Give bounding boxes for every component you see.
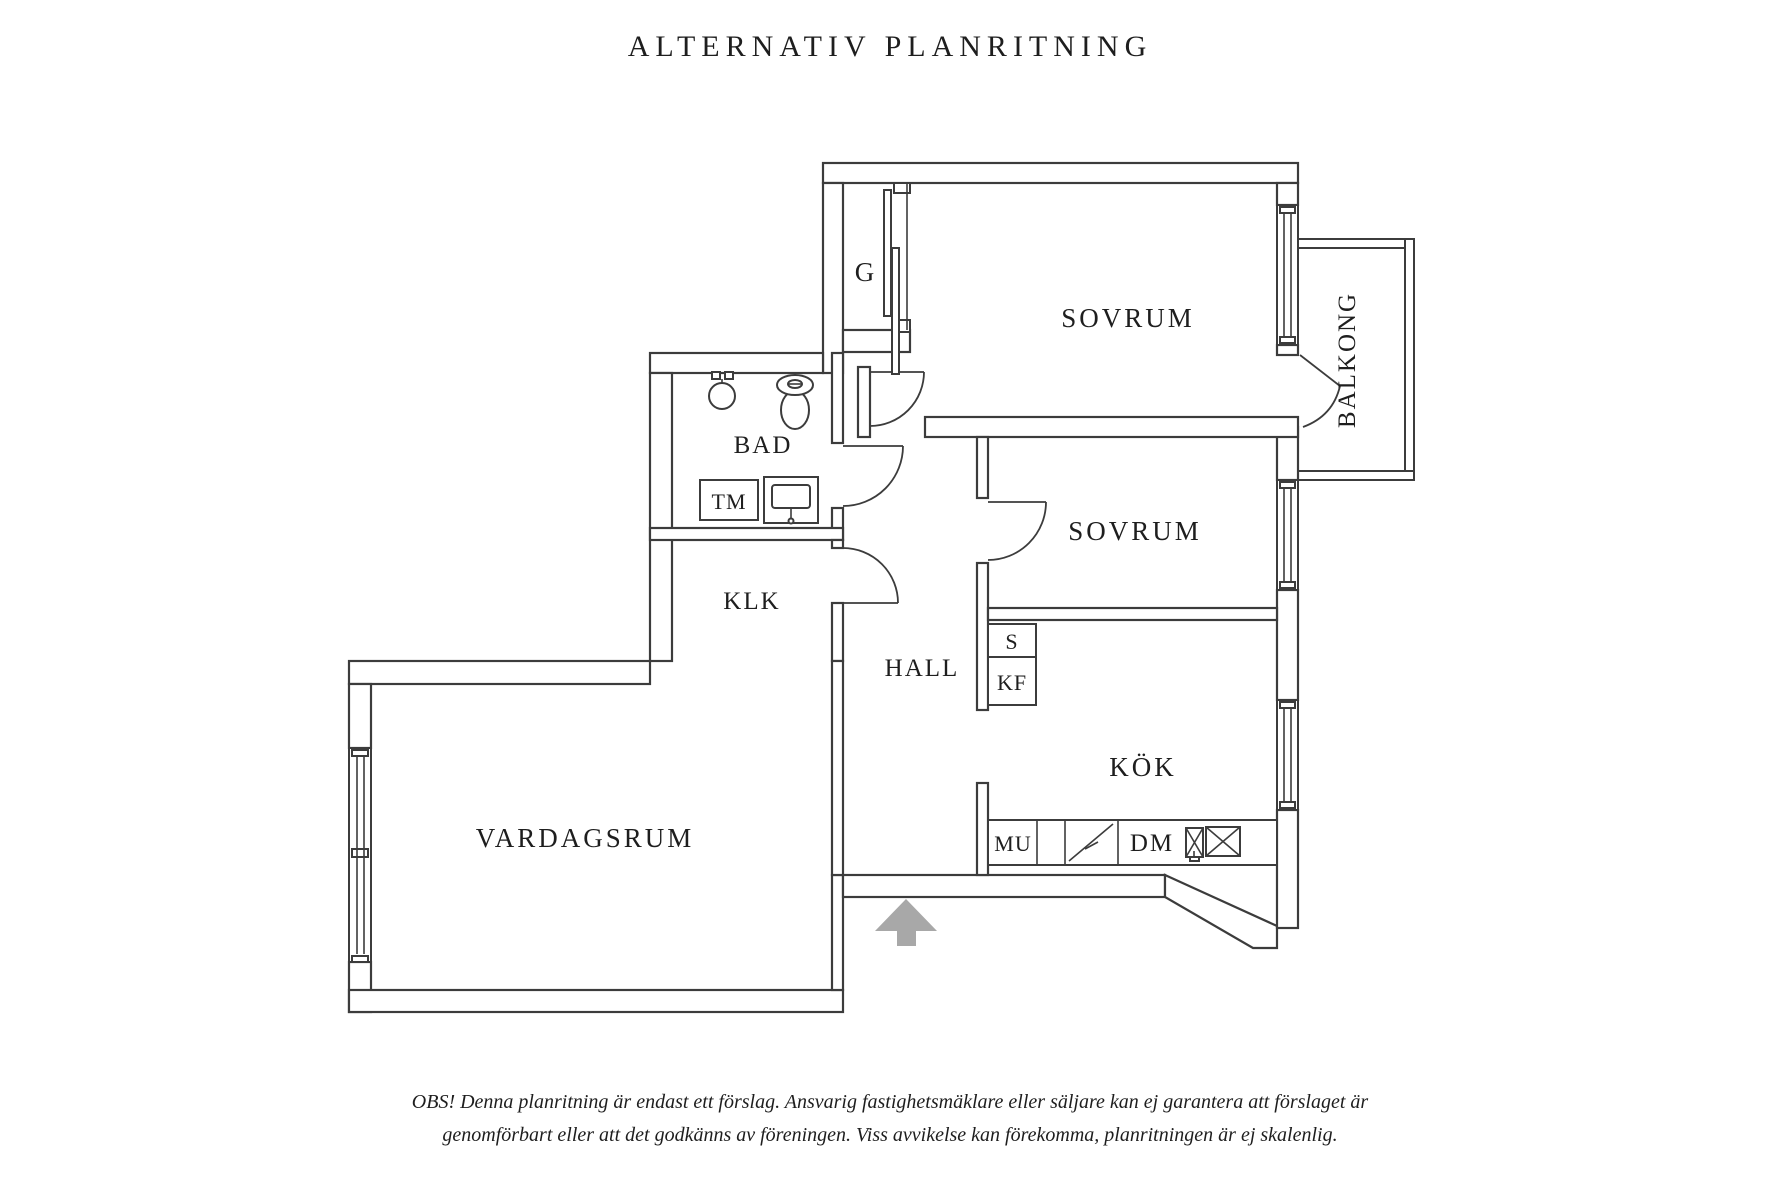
kitchen-sink-icon <box>1186 828 1203 861</box>
door-klk <box>843 548 898 603</box>
label-balkong: BALKONG <box>1334 291 1361 429</box>
diagonal-corner-wall <box>1165 875 1277 948</box>
kitchen-fixtures <box>988 624 1277 865</box>
label-kok: KÖK <box>1109 752 1177 782</box>
label-sovrum-2: SOVRUM <box>1068 516 1202 546</box>
toilet-icon <box>777 375 813 429</box>
window-sovrum1 <box>1277 205 1298 345</box>
door-sovrum1 <box>870 372 924 426</box>
disclaimer-line-1: OBS! Denna planritning är endast ett förslag. Ansvarig fastighetsmäklare eller säljare kan ej garantera att förslaget är <box>411 1091 1369 1113</box>
label-hall: HALL <box>884 655 960 682</box>
page-title: ALTERNATIV PLANRITNING <box>627 30 1153 63</box>
label-sovrum-1: SOVRUM <box>1061 303 1195 333</box>
label-dm: DM <box>1129 830 1175 857</box>
label-mu: MU <box>994 831 1032 856</box>
window-vardagsrum <box>349 748 371 962</box>
label-klk: KLK <box>723 588 781 615</box>
label-kf: KF <box>996 670 1028 695</box>
label-bad: BAD <box>733 432 793 459</box>
exterior-walls <box>349 163 1298 1012</box>
label-garderob: G <box>854 257 878 287</box>
label-s: S <box>1005 629 1019 654</box>
label-tm: TM <box>711 489 747 514</box>
vanity-icon <box>764 477 818 524</box>
door-bad <box>843 446 903 506</box>
door-sovrum2 <box>988 502 1046 560</box>
label-vardagsrum: VARDAGSRUM <box>475 823 695 853</box>
disclaimer-line-2: genomförbart eller att det godkänns av föreningen. Viss avvikelse kan förekomma, planritningen är ej skalenlig. <box>442 1124 1338 1146</box>
window-sovrum2 <box>1277 480 1298 590</box>
sink-icon <box>709 372 735 409</box>
window-kok <box>1277 700 1298 810</box>
entrance-arrow-icon <box>875 899 937 946</box>
hob-icon <box>1206 827 1240 856</box>
